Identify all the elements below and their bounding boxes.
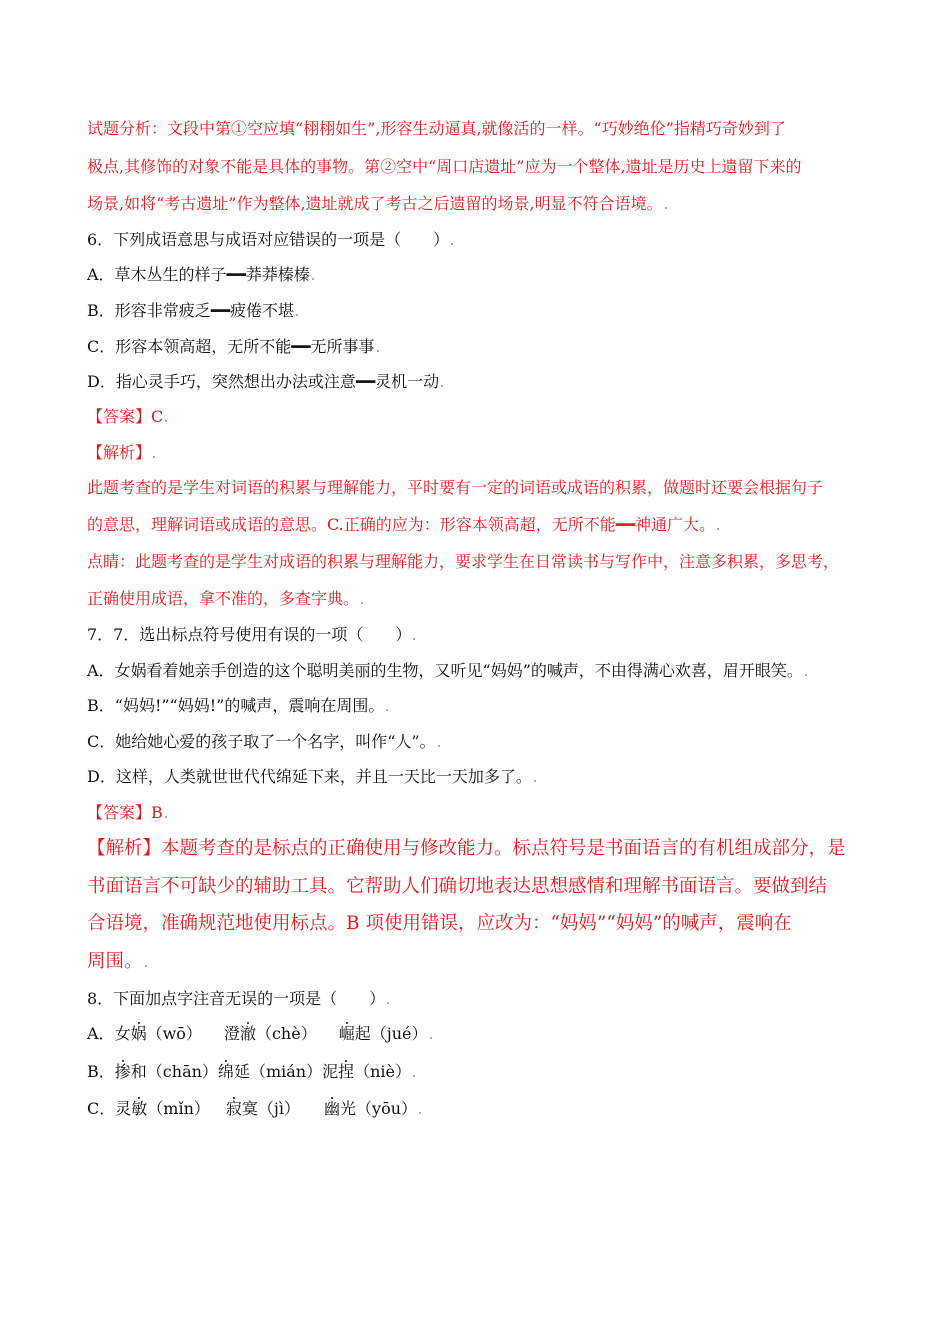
q7-option-a: A．女娲看着她亲手创造的这个聪明美丽的生物，又听见“妈妈”的喊声，不由得满心欢喜，眉开眼笑。 <box>87 663 807 679</box>
q7-option-c: C．她给她心爱的孩子取了一个名字，叫作“人”。 <box>87 734 440 750</box>
q7-analysis-line-2: 书面语言不可缺少的辅助工具。它帮助人们确切地表达思想感情和理解书面语言。要做到结 <box>87 876 828 897</box>
q6-option-d: D．指心灵手巧，突然想出办法或注意━━灵机一动 <box>87 374 443 390</box>
q8-option-c: C．灵敏（mǐn） 寂寞（jì） 幽光（yōu） <box>87 1101 421 1117</box>
q6-analysis-label: 【解析】 <box>87 445 155 461</box>
q6-option-a: A．草木丛生的样子━━莽莽榛榛 <box>87 267 314 283</box>
q8-stem: 8．下面加点字注音无误的一项是（ ） <box>87 991 389 1007</box>
q7-option-b: B．“妈妈!”“妈妈!”的喊声，震响在周围。 <box>87 698 388 714</box>
q6-analysis-line-2: 的意思，理解词语或成语的意思。C.正确的应为：形容本领高超，无所不能━━神通广大。 <box>87 517 719 533</box>
q8-option-b: B．掺和（chān）绵延（mián）泥捏（niè） <box>87 1064 415 1080</box>
q6-option-c: C．形容本领高超，无所不能━━无所事事 <box>87 339 379 355</box>
q7-analysis-line-1: 【解析】本题考查的是标点的正确使用与修改能力。标点符号是书面语言的有机组成部分，是 <box>87 838 846 859</box>
q7-analysis-label: 【解析】 <box>87 838 162 859</box>
q7-answer: 【答案】B <box>87 805 167 821</box>
q6-note-line-1: 点睛：此题考查的是学生对成语的积累与理解能力，要求学生在日常读书与写作中，注意多积累，多思考， <box>87 552 840 571</box>
q8-option-a: A．女娲（wō） 澄澈（chè） 崛起（jué） <box>87 1026 432 1042</box>
q7-stem: 7．7．选出标点符号使用有误的一项（ ） <box>87 627 415 643</box>
q6-answer: 【答案】C <box>87 409 167 425</box>
q6-note-line-2: 正确使用成语，拿不准的，多查字典。 <box>87 591 363 607</box>
analysis-line-2: 极点,其修饰的对象不能是具体的事物。第②空中“周口店遗址”应为一个整体,遗址是历史上遗留下来的 <box>87 157 802 176</box>
q6-option-b: B．形容非常疲乏━━疲倦不堪 <box>87 303 298 319</box>
analysis-line-1: 试题分析：文段中第①空应填“栩栩如生”,形容生动逼真,就像活的一样。“巧妙绝伦”指精巧奇妙到了 <box>87 119 786 138</box>
q6-stem: 6．下列成语意思与成语对应错误的一项是（ ） <box>87 232 453 248</box>
q7-analysis-line-4: 周围。 <box>87 953 147 972</box>
analysis-line-3: 场景,如将“考古遗址”作为整体,遗址就成了考古之后遗留的场景,明显不符合语境。 <box>87 196 667 212</box>
q7-analysis-line-3: 合语境，准确规范地使用标点。B 项使用错误，应改为：“妈妈”“妈妈”的喊声，震响在 <box>87 913 792 934</box>
q7-option-d: D．这样，人类就世世代代绵延下来，并且一天比一天加多了。 <box>87 769 536 785</box>
q6-analysis-line-1: 此题考查的是学生对词语的积累与理解能力，平时要有一定的词语或成语的积累，做题时还要会根据句子 <box>87 478 824 497</box>
